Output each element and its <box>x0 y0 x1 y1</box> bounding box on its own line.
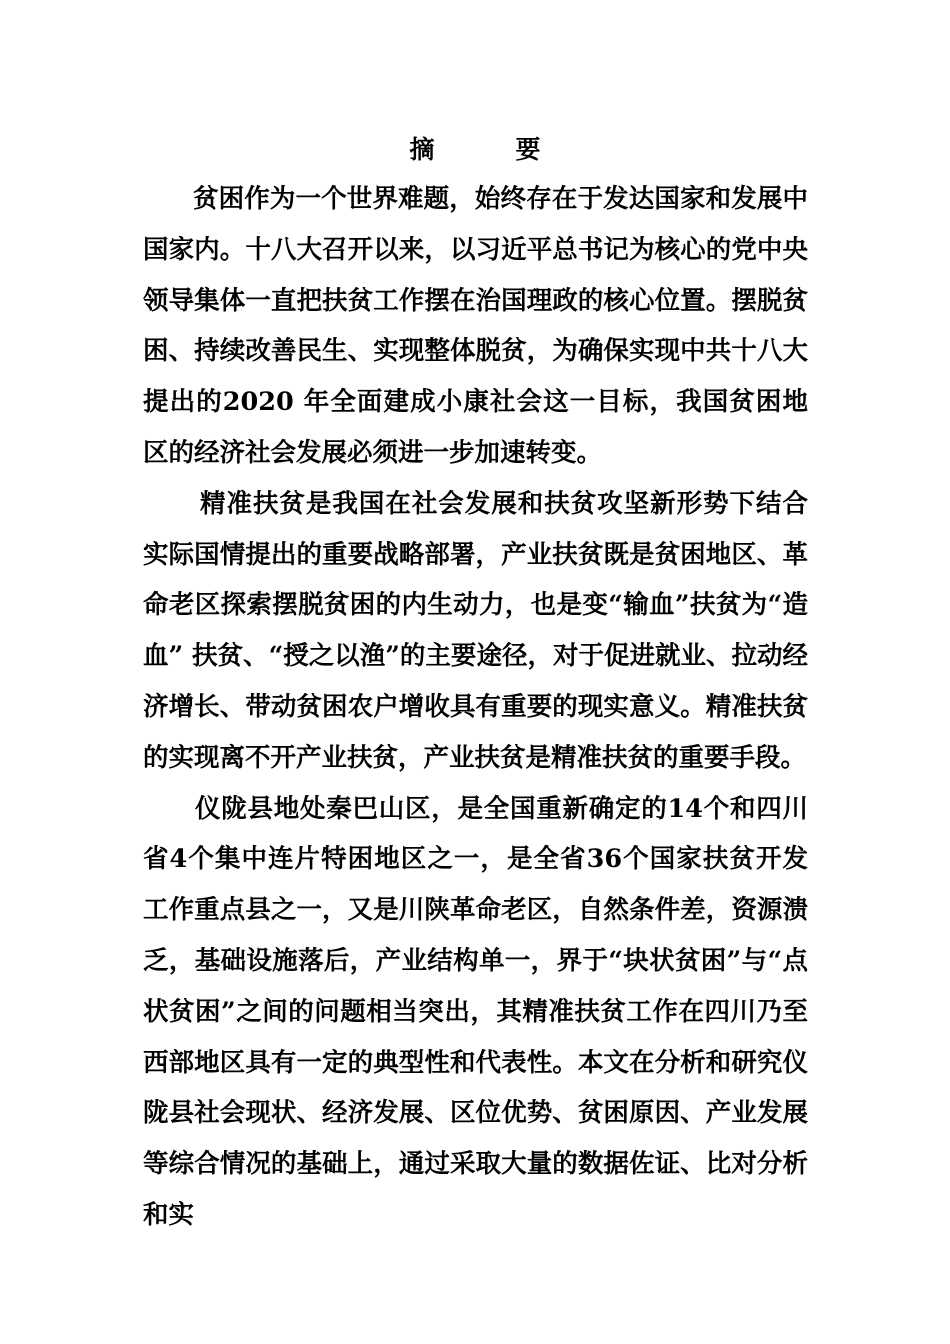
abstract-title: 摘 要 <box>409 135 569 164</box>
paragraph-2: 精准扶贫是我国在社会发展和扶贫攻坚新形势下结合实际国情提出的重要战略部署，产业扶贫既是贫困地区、革命老区探索摆脱贫困的内生动力，也是变“输血”扶贫为“造血” 扶贫、“授之以渔”的主要途径，对于促进就业、拉动经济增长、带动贫困农户增收具有重要的现实意义。精准扶贫的实现离不开产业扶贫，产业扶贫是精准扶贫的重要手段。 <box>143 488 808 773</box>
abstract-body <box>143 174 808 1241</box>
paragraph-3: 仪陇县地处秦巴山区，是全国重新确定的14个和四川省4个集中连片特困地区之一，是全省36个国家扶贫开发工作重点县之一，又是川陕革命老区，自然条件差，资源溃乏，基础设施落后，产业结构单一，界于“块状贫困”与“点状贫困”之间的问题相当突出，其精准扶贫工作在四川乃至西部地区具有一定的典型性和代表性。本文在分析和研究仪陇县社会现状、经济发展、区位优势、贫困原因、产业发展等综合情况的基础上，通过采取大量的数据佐证、比对分析和实 <box>143 793 808 1230</box>
paragraph-1: 贫困作为一个世界难题，始终存在于发达国家和发展中国家内。十八大召开以来，以习近平总书记为核心的党中央领导集体一直把扶贫工作摆在治国理政的核心位置。摆脱贫困、持续改善民生、实现整体脱贫，为确保实现中共十八大提出的2020 年全面建成小康社会这一目标，我国贫困地区的经济社会发展必须进一步加速转变。 <box>143 184 808 468</box>
